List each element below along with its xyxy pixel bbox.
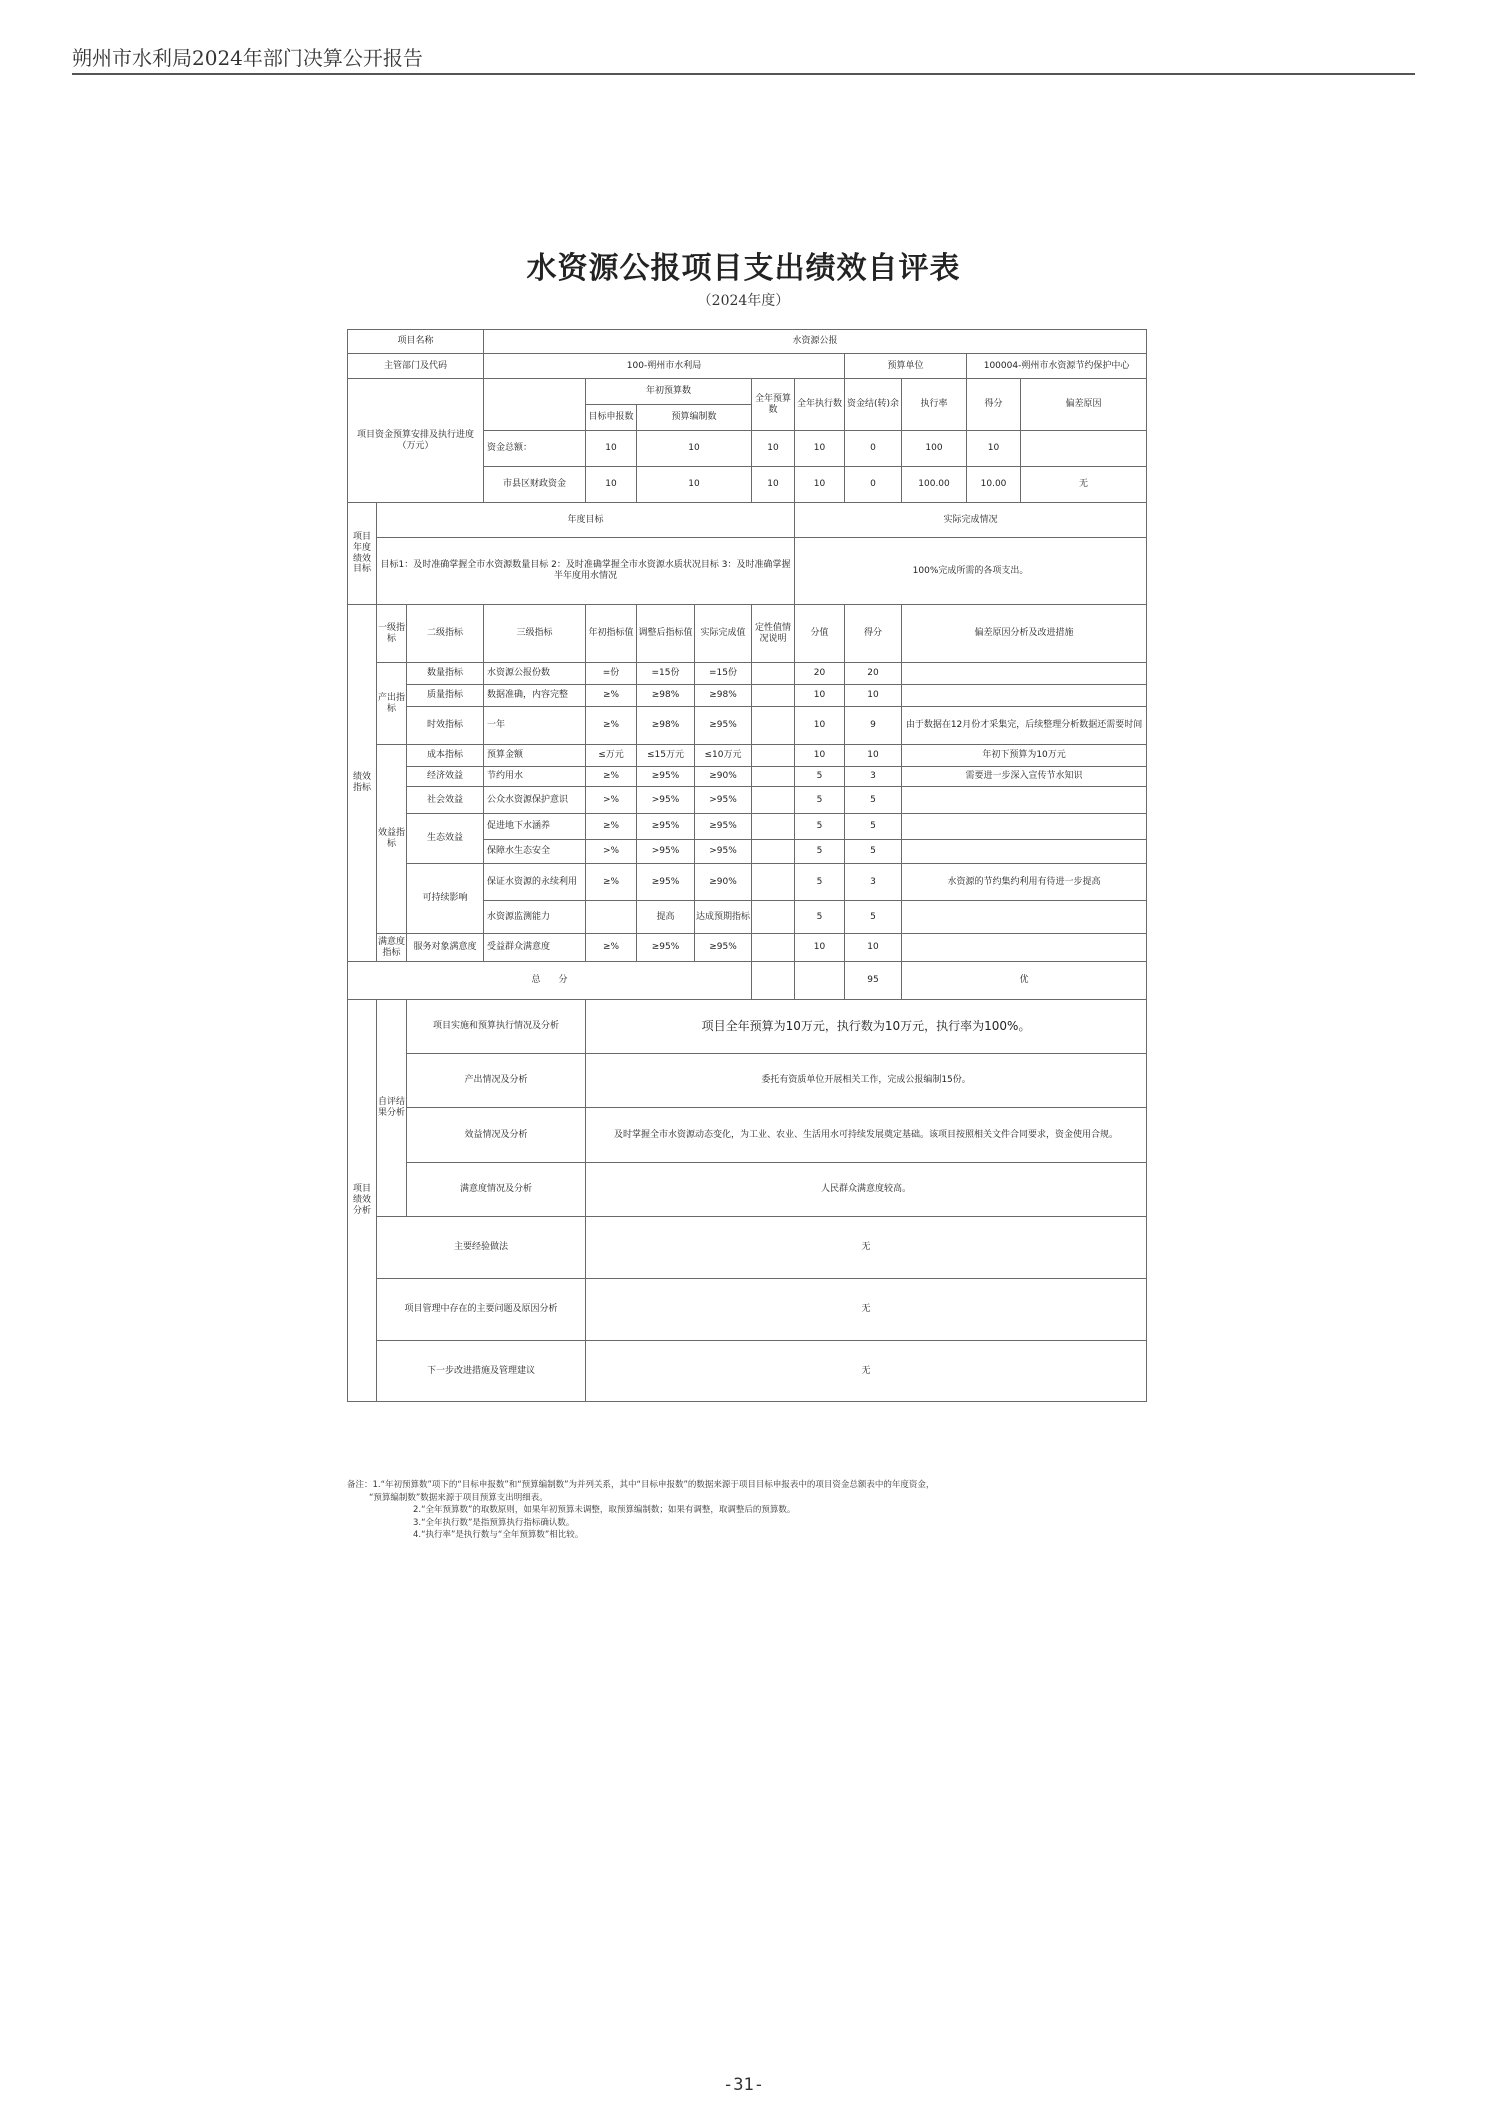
ind-score: 20	[845, 663, 902, 685]
funds-score: 10.00	[967, 467, 1021, 503]
ind-qual	[752, 901, 795, 934]
level1-benefit: 效益指标	[377, 745, 407, 934]
ind-qual	[752, 864, 795, 901]
ind-qual	[752, 787, 795, 814]
ind-weight: 5	[795, 814, 845, 840]
ind-l2: 服务对象满意度	[407, 934, 484, 962]
funds-carryover: 0	[845, 431, 902, 467]
ind-l2: 可持续影响	[407, 864, 484, 934]
ind-score: 9	[845, 707, 902, 745]
annual-goal-text: 目标1：及时准确掌握全市水资源数量目标 2：及时准确掌握全市水资源水质状况目标 3：及时准确掌握半年度用水情况	[377, 538, 795, 605]
weight-header: 分值	[795, 605, 845, 663]
ind-score: 3	[845, 767, 902, 787]
ind-actual: ≥90%	[695, 767, 752, 787]
ind-dev: 年初下预算为10万元	[902, 745, 1147, 767]
ind-dev	[902, 814, 1147, 840]
project-name-value: 水资源公报	[484, 330, 1147, 354]
funds-exec: 10	[795, 467, 845, 503]
ind-adjusted: ≥98%	[637, 707, 695, 745]
ind-l3: 保障水生态安全	[484, 840, 586, 864]
unit-label: 预算单位	[845, 354, 967, 379]
ind-weight: 5	[795, 864, 845, 901]
funds-exec: 10	[795, 431, 845, 467]
analysis-label: 项目实施和预算执行情况及分析	[407, 1000, 586, 1054]
total-qual	[752, 962, 795, 1000]
ind-dev	[902, 663, 1147, 685]
actual-header: 实际完成值	[695, 605, 752, 663]
ind-initial: ≥%	[586, 767, 637, 787]
full-year-exec-header: 全年执行数	[795, 379, 845, 431]
funds-reason	[1021, 431, 1147, 467]
ind-weight: 10	[795, 745, 845, 767]
ind-weight: 5	[795, 840, 845, 864]
ind-initial: =份	[586, 663, 637, 685]
ind-score: 10	[845, 934, 902, 962]
ind-qual	[752, 745, 795, 767]
funds-score: 10	[967, 431, 1021, 467]
ind-dev	[902, 901, 1147, 934]
adjusted-header: 调整后指标值	[637, 605, 695, 663]
ind-initial: ≥%	[586, 864, 637, 901]
ind-initial: ≥%	[586, 814, 637, 840]
ind-actual: 达成预期指标	[695, 901, 752, 934]
ind-l2: 生态效益	[407, 814, 484, 864]
ind-actual: ≥95%	[695, 707, 752, 745]
ind-adjusted: >95%	[637, 840, 695, 864]
ind-qual	[752, 840, 795, 864]
ind-qual	[752, 685, 795, 707]
ind-qual	[752, 814, 795, 840]
ind-dev: 水资源的节约集约利用有待进一步提高	[902, 864, 1147, 901]
ind-score: 3	[845, 864, 902, 901]
ind-score: 10	[845, 685, 902, 707]
extra-text: 无	[586, 1341, 1147, 1402]
ind-score: 5	[845, 840, 902, 864]
level1-output: 产出指标	[377, 663, 407, 745]
level2-header: 二级指标	[407, 605, 484, 663]
analysis-text: 项目全年预算为10万元，执行数为10万元，执行率为100%。	[586, 1000, 1147, 1054]
ind-dev	[902, 787, 1147, 814]
ind-weight: 5	[795, 767, 845, 787]
analysis-label: 产出情况及分析	[407, 1054, 586, 1108]
form-year: （2024年度）	[697, 293, 790, 309]
ind-weight: 5	[795, 901, 845, 934]
funds-full-budget: 10	[752, 467, 795, 503]
ind-adjusted: ≤15万元	[637, 745, 695, 767]
funds-reason: 无	[1021, 467, 1147, 503]
ind-actual: ≥95%	[695, 814, 752, 840]
extra-text: 无	[586, 1279, 1147, 1341]
funds-compiled: 10	[637, 431, 752, 467]
form-title: 水资源公报项目支出绩效自评表	[526, 251, 961, 286]
ind-score-header: 得分	[845, 605, 902, 663]
funds-row-label: 市县区财政资金	[484, 467, 586, 503]
total-grade: 优	[902, 962, 1147, 1000]
ind-actual: ≥95%	[695, 934, 752, 962]
ind-initial: ≤万元	[586, 745, 637, 767]
level1-header: 一级指标	[377, 605, 407, 663]
total-weight	[795, 962, 845, 1000]
funds-score-header: 得分	[967, 379, 1021, 431]
ind-adjusted: =15份	[637, 663, 695, 685]
ind-initial	[586, 901, 637, 934]
analysis-label: 效益情况及分析	[407, 1108, 586, 1163]
deviation-header: 偏差原因	[1021, 379, 1147, 431]
ind-l2: 经济效益	[407, 767, 484, 787]
ind-qual	[752, 663, 795, 685]
document-header: 朔州市水利局2024年部门决算公开报告	[72, 46, 423, 70]
ind-weight: 10	[795, 707, 845, 745]
funds-compiled: 10	[637, 467, 752, 503]
ind-adjusted: ≥95%	[637, 814, 695, 840]
analysis-section-label: 项目绩效分析	[348, 1000, 377, 1402]
target-declared-header: 目标申报数	[586, 405, 637, 431]
indicators-section-label: 绩效指标	[348, 605, 377, 962]
annual-goal-section-label: 项目年度绩效目标	[348, 503, 377, 605]
analysis-text: 人民群众满意度较高。	[586, 1163, 1147, 1217]
ind-actual: ≤10万元	[695, 745, 752, 767]
ind-l3: 保证水资源的永续利用	[484, 864, 586, 901]
dept-value: 100-朔州市水利局	[484, 354, 845, 379]
funds-row-label: 资金总额：	[484, 431, 586, 467]
unit-value: 100004-朔州市水资源节约保护中心	[967, 354, 1147, 379]
analysis-text: 委托有资质单位开展相关工作，完成公报编制15份。	[586, 1054, 1147, 1108]
extra-label: 主要经验做法	[377, 1217, 586, 1279]
ind-dev	[902, 934, 1147, 962]
ind-adjusted: 提高	[637, 901, 695, 934]
dept-label: 主管部门及代码	[348, 354, 484, 379]
note-line: “预算编制数”数据来源于项目预算支出明细表。	[369, 1492, 548, 1503]
ind-weight: 10	[795, 934, 845, 962]
ind-initial: ≥%	[586, 934, 637, 962]
ind-l3: 水资源公报份数	[484, 663, 586, 685]
extra-label: 下一步改进措施及管理建议	[377, 1341, 586, 1402]
analysis-label: 满意度情况及分析	[407, 1163, 586, 1217]
ind-l2: 数量指标	[407, 663, 484, 685]
ind-actual: >95%	[695, 840, 752, 864]
note-line: 3.“全年执行数”是指预算执行指标确认数。	[413, 1517, 575, 1528]
ind-score: 5	[845, 814, 902, 840]
ind-score: 10	[845, 745, 902, 767]
ind-dev: 需要进一步深入宣传节水知识	[902, 767, 1147, 787]
page-number: -31-	[723, 2075, 764, 2095]
budget-compiled-header: 预算编制数	[637, 405, 752, 431]
project-name-label: 项目名称	[348, 330, 484, 354]
ind-deviation-header: 偏差原因分析及改进措施	[902, 605, 1147, 663]
ind-l2: 质量指标	[407, 685, 484, 707]
funds-section-label: 项目资金预算安排及执行进度（万元）	[348, 379, 484, 503]
ind-qual	[752, 934, 795, 962]
ind-initial: ≥%	[586, 707, 637, 745]
annual-budget-header: 年初预算数	[586, 379, 752, 405]
ind-score: 5	[845, 787, 902, 814]
ind-adjusted: ≥98%	[637, 685, 695, 707]
carryover-header: 资金结(转)余	[845, 379, 902, 431]
ind-actual: >95%	[695, 787, 752, 814]
funds-rate: 100	[902, 431, 967, 467]
funds-carryover: 0	[845, 467, 902, 503]
ind-initial: >%	[586, 840, 637, 864]
note-line: 备注：1.“年初预算数”项下的“目标申报数”和“预算编制数”为并列关系，其中“目标申报数”的数据来源于项目目标申报表中的项目资金总额表中的年度资金，	[347, 1480, 935, 1490]
qualitative-header: 定性值情况说明	[752, 605, 795, 663]
total-score: 95	[845, 962, 902, 1000]
level3-header: 三级指标	[484, 605, 586, 663]
level1-satisfaction: 满意度指标	[377, 934, 407, 962]
header-divider	[72, 73, 1415, 75]
ind-qual	[752, 707, 795, 745]
ind-weight: 20	[795, 663, 845, 685]
ind-initial: >%	[586, 787, 637, 814]
ind-l3: 公众水资源保护意识	[484, 787, 586, 814]
performance-table	[347, 329, 1147, 1402]
funds-header-blank	[484, 379, 586, 431]
ind-dev: 由于数据在12月份才采集完，后续整理分析数据还需要时间	[902, 707, 1147, 745]
initial-header: 年初指标值	[586, 605, 637, 663]
ind-adjusted: ≥95%	[637, 767, 695, 787]
extra-text: 无	[586, 1217, 1147, 1279]
ind-adjusted: ≥95%	[637, 864, 695, 901]
ind-l3: 促进地下水涵养	[484, 814, 586, 840]
analysis-text: 及时掌握全市水资源动态变化，为工业、农业、生活用水可持续发展奠定基础。该项目按照相关文件合同要求，资金使用合规。	[586, 1108, 1147, 1163]
ind-l3: 节约用水	[484, 767, 586, 787]
ind-l2: 社会效益	[407, 787, 484, 814]
ind-weight: 10	[795, 685, 845, 707]
ind-adjusted: >95%	[637, 787, 695, 814]
actual-completion-text: 100%完成所需的各项支出。	[795, 538, 1147, 605]
ind-adjusted: ≥95%	[637, 934, 695, 962]
ind-dev	[902, 840, 1147, 864]
funds-rate: 100.00	[902, 467, 967, 503]
ind-l3: 数据准确，内容完整	[484, 685, 586, 707]
exec-rate-header: 执行率	[902, 379, 967, 431]
ind-actual: ≥90%	[695, 864, 752, 901]
funds-target: 10	[586, 431, 637, 467]
ind-qual	[752, 767, 795, 787]
ind-dev	[902, 685, 1147, 707]
annual-goal-header: 年度目标	[377, 503, 795, 538]
ind-actual: ≥98%	[695, 685, 752, 707]
note-line: 4.“执行率”是执行数与“全年预算数”相比较。	[413, 1530, 584, 1540]
ind-l3: 水资源监测能力	[484, 901, 586, 934]
ind-l3: 一年	[484, 707, 586, 745]
full-year-budget-header: 全年预算数	[752, 379, 795, 431]
actual-completion-header: 实际完成情况	[795, 503, 1147, 538]
ind-initial: ≥%	[586, 685, 637, 707]
funds-full-budget: 10	[752, 431, 795, 467]
total-label: 总 分	[348, 962, 752, 1000]
extra-label: 项目管理中存在的主要问题及原因分析	[377, 1279, 586, 1341]
ind-weight: 5	[795, 787, 845, 814]
ind-l3: 预算金额	[484, 745, 586, 767]
note-line: 2.“全年预算数”的取数原则，如果年初预算未调整，取预算编制数；如果有调整，取调整后的预算数。	[413, 1505, 796, 1515]
ind-l3: 受益群众满意度	[484, 934, 586, 962]
notes	[347, 1479, 1147, 1542]
ind-actual: =15份	[695, 663, 752, 685]
funds-target: 10	[586, 467, 637, 503]
self-eval-label: 自评结果分析	[377, 1000, 407, 1217]
ind-l2: 成本指标	[407, 745, 484, 767]
ind-l2: 时效指标	[407, 707, 484, 745]
ind-score: 5	[845, 901, 902, 934]
